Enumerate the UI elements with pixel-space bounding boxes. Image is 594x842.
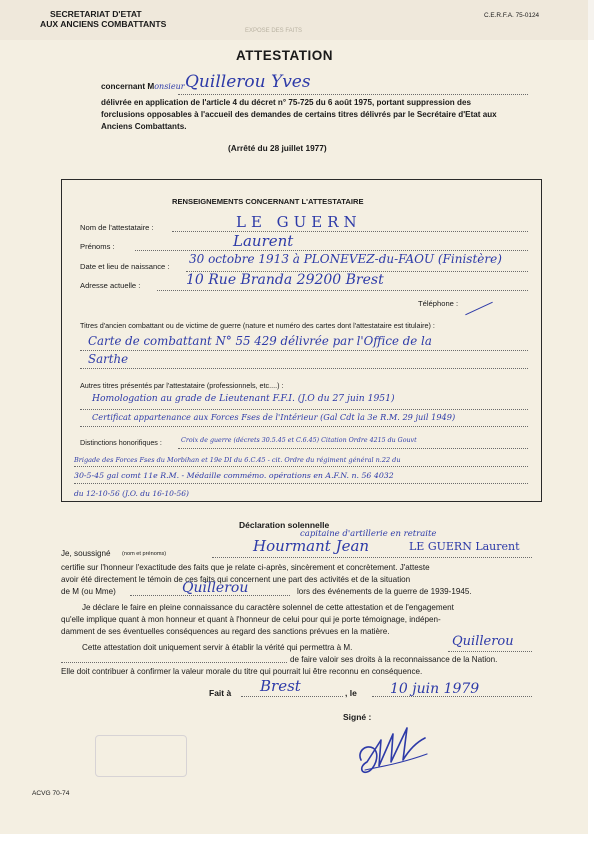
name-dotted-line [178, 94, 528, 95]
show-through-text: EXPOSE DES FAITS [245, 28, 303, 34]
beneficiary-name-handwritten: Quillerou Yves [185, 72, 311, 92]
prenoms-dotted-line [135, 250, 528, 251]
preamble-line-2: forclusions opposables à l'accueil des demandes de certains titres délivrés par le Secrétaire d'Etat aux [101, 110, 497, 119]
titres-dotted-line-2 [80, 368, 528, 369]
autres-dotted-line-2 [80, 426, 528, 427]
para3-dotted-line-1 [448, 651, 532, 652]
arrete-reference: (Arrêté du 28 juillet 1977) [228, 143, 327, 153]
para3-dotted-line-2 [61, 662, 287, 663]
cerfa-number: C.E.R.F.A. 75-0124 [484, 12, 540, 19]
titres-line-2-handwritten: Sarthe [88, 352, 129, 366]
prenoms-label: Prénoms : [80, 242, 115, 251]
declaration-para3-line3: Elle doit contribuer à confirmer la valeur morale du titre qui pourrait lui être reconnu en conséquence. [61, 667, 423, 676]
declaration-para3-line2: de faire valoir ses droits à la reconnaissance de la Nation. [290, 655, 498, 664]
declaration-para3-line1: Cette attestation doit uniquement servir à établir la vérité qui permettra à M. [82, 643, 353, 652]
distinctions-dotted-line-3 [74, 483, 528, 484]
nom-dotted-line [172, 231, 528, 232]
mme-dotted-line [130, 595, 290, 596]
titres-dotted-line-1 [80, 350, 528, 351]
naissance-label: Date et lieu de naissance : [80, 262, 170, 271]
distinctions-dotted-line-2 [74, 466, 528, 467]
form-code: ACVG 70-74 [32, 790, 70, 797]
declaration-title: Déclaration solennelle [239, 520, 330, 530]
distinctions-line-1-handwritten: Croix de guerre (décrets 30.5.45 et C.6.45) Citation Ordre 4215 du Gouvt [181, 437, 417, 444]
distinctions-label: Distinctions honorifiques : [80, 438, 162, 447]
titres-line-1-handwritten: Carte de combattant N° 55 429 délivrée par l'Office de la [88, 334, 432, 348]
autres-line-2-handwritten: Certificat appartenance aux Forces Fses de l'Intérieur (Gal Cdt la 3e R.M. 29 juil 1949) [92, 412, 456, 422]
le-label: , le [345, 688, 357, 698]
declaration-para1-line3-post: lors des événements de la guerre de 1939-1945. [297, 587, 472, 596]
quillerou-handwritten: Quillerou [182, 580, 249, 596]
autres-line-1-handwritten: Homologation au grade de Lieutenant F.F.I. (J.O du 27 juin 1951) [92, 393, 395, 404]
autres-label: Autres titres présentés par l'attestataire (professionnels, etc....) : [80, 381, 284, 390]
preamble-line-1: délivrée en application de l'article 4 du décret n° 75-725 du 6 août 1975, portant suppression des [101, 98, 471, 107]
distinctions-line-3-handwritten: 30-5-45 gal comt 11e R.M. - Médaille commémo. opérations en A.F.N. n. 56 4032 [74, 471, 394, 480]
date-dotted-line [372, 696, 532, 697]
je-soussigne-label: Je, soussigné [61, 549, 111, 558]
ministry-line-1: SECRETARIAT D'ETAT [50, 9, 142, 19]
titres-label: Titres d'ancien combattant ou de victime de guerre (nature et numéro des cartes dont l'attestataire est titulaire) : [80, 321, 435, 330]
nom-prenoms-note: (nom et prénoms) [122, 551, 167, 557]
fait-a-dotted-line [241, 696, 343, 697]
soussigne-dotted-line [212, 557, 532, 558]
nom-label: Nom de l'attestataire : [80, 223, 154, 232]
signe-label: Signé : [343, 712, 372, 722]
leguern-name-handwritten: LE GUERN Laurent [409, 540, 520, 553]
nom-value-handwritten: LE GUERN [236, 213, 362, 231]
declaration-para1-line2: avoir été directement le témoin de ces faits qui concernent une part des activités et de la situation [61, 575, 411, 584]
prenoms-value-handwritten: Laurent [233, 232, 294, 250]
concerning-label: concernant Monsieur [101, 82, 185, 91]
adresse-dotted-line [157, 290, 528, 291]
ministry-line-2: AUX ANCIENS COMBATTANTS [40, 19, 167, 29]
preamble-line-3: Anciens Combattants. [101, 122, 187, 131]
naissance-value-handwritten: 30 octobre 1913 à PLONEVEZ-du-FAOU (Finistère) [189, 252, 502, 266]
faded-stamp [95, 735, 187, 777]
page-title: ATTESTATION [236, 48, 333, 63]
adresse-label: Adresse actuelle : [80, 281, 141, 290]
fait-a-value-handwritten: Brest [260, 677, 301, 695]
distinctions-dotted-line-1 [178, 448, 528, 449]
adresse-value-handwritten: 10 Rue Branda 29200 Brest [186, 272, 384, 288]
capitaine-handwritten: capitaine d'artillerie en retraite [300, 529, 437, 539]
declaration-para2-line1: Je déclare le faire en pleine connaissance du caractère solennel de cette attestation et de l'engagement [82, 603, 454, 612]
date-value-handwritten: 10 juin 1979 [390, 681, 480, 697]
fait-a-label: Fait à [209, 688, 232, 698]
declaration-para2-line2: qu'elle implique quant à mon honneur et quant à l'honneur de celui pour qui je porte témoignage, indépen- [61, 615, 441, 624]
declaration-para2-line3: damment de ses éventuelles conséquences au regard des sanctions prévues en la matière. [61, 627, 390, 636]
box-title: RENSEIGNEMENTS CONCERNANT L'ATTESTATAIRE [172, 197, 364, 206]
soussigne-name-handwritten: Hourmant Jean [253, 537, 370, 555]
quillerou-handwritten-2: Quillerou [452, 634, 514, 649]
telephone-dash-handwritten [464, 296, 494, 314]
distinctions-line-4-handwritten: du 12-10-56 (J.O. du 16-10-56) [74, 489, 189, 498]
declaration-para1-line3-pre: de M (ou Mme) [61, 587, 116, 596]
handwritten-signature [355, 720, 435, 780]
declaration-para1-line1: certifie sur l'honneur l'exactitude des faits que je relate ci-après, sincèrement et concrètement. J'atteste [61, 563, 430, 572]
autres-dotted-line-1 [80, 409, 528, 410]
telephone-label: Téléphone : [418, 299, 459, 308]
civility-handwritten: onsieur [154, 82, 185, 91]
distinctions-line-2-handwritten: Brigade des Forces Fses du Morbihan et 19e DI du 6.C.45 - cit. Ordre du régiment général n.22 du [74, 456, 401, 464]
